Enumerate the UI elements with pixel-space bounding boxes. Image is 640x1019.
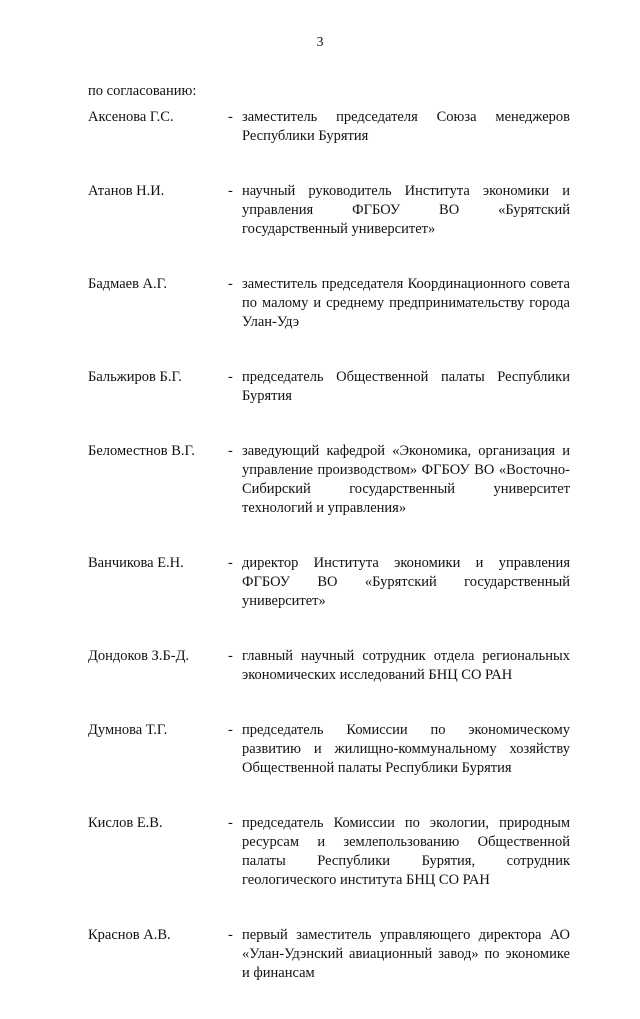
member-dash: - bbox=[228, 443, 233, 459]
member-dash: - bbox=[228, 555, 233, 571]
member-role: заместитель председателя Союза менеджеров Республики Бурятия bbox=[242, 109, 570, 144]
member-dash: - bbox=[228, 815, 233, 831]
member-name: Бадмаев А.Г. bbox=[88, 276, 168, 292]
member-entry bbox=[88, 721, 570, 778]
member-entry bbox=[88, 554, 570, 611]
member-list bbox=[88, 108, 570, 1019]
member-entry bbox=[88, 182, 570, 239]
member-dash: - bbox=[228, 109, 233, 125]
member-name: Бальжиров Б.Г. bbox=[88, 369, 182, 385]
member-entry bbox=[88, 368, 570, 406]
member-name: Кислов Е.В. bbox=[88, 815, 163, 831]
member-entry bbox=[88, 108, 570, 146]
member-role: научный руководитель Института экономики и управления ФГБОУ ВО «Бурятский государственный университет» bbox=[242, 183, 570, 237]
member-name: Аксенова Г.С. bbox=[88, 109, 174, 125]
member-role: председатель Комиссии по экономическому развитию и жилищно-коммунальному хозяйству Общественной палаты Республики Бурятия bbox=[242, 722, 570, 776]
member-entry bbox=[88, 814, 570, 890]
member-dash: - bbox=[228, 648, 233, 664]
member-role: директор Института экономики и управления ФГБОУ ВО «Бурятский государственный университет» bbox=[242, 555, 570, 609]
member-entry bbox=[88, 275, 570, 332]
member-name: Думнова Т.Г. bbox=[88, 722, 168, 738]
member-entry bbox=[88, 926, 570, 983]
member-role: заместитель председателя Координационного совета по малому и среднему предпринимательству города Улан-Удэ bbox=[242, 276, 570, 330]
member-dash: - bbox=[228, 927, 233, 943]
member-role: председатель Комиссии по экологии, природным ресурсам и землепользованию Общественной палаты Республики Бурятия, сотрудник геологического института БНЦ СО РАН bbox=[242, 815, 570, 888]
member-name: Дондоков З.Б-Д. bbox=[88, 648, 190, 664]
member-name: Краснов А.В. bbox=[88, 927, 171, 943]
page-number: 3 bbox=[316, 35, 324, 50]
member-role: заведующий кафедрой «Экономика, организация и управление производством» ФГБОУ ВО «Восточно-Сибирский государственный университет технологий и управления» bbox=[242, 443, 570, 516]
member-name: Атанов Н.И. bbox=[88, 183, 165, 199]
member-entry bbox=[88, 647, 570, 685]
member-name: Беломестнов В.Г. bbox=[88, 443, 195, 459]
member-dash: - bbox=[228, 183, 233, 199]
member-dash: - bbox=[228, 369, 233, 385]
member-dash: - bbox=[228, 722, 233, 738]
member-name: Ванчикова Е.Н. bbox=[88, 555, 184, 571]
member-role: главный научный сотрудник отдела региональных экономических исследований БНЦ СО РАН bbox=[242, 648, 570, 683]
member-entry bbox=[88, 442, 570, 518]
member-role: первый заместитель управляющего директора АО «Улан-Удэнский авиационный завод» по экономике и финансам bbox=[242, 927, 570, 981]
member-role: председатель Общественной палаты Республики Бурятия bbox=[242, 369, 570, 404]
intro-text: по согласованию: bbox=[88, 83, 197, 99]
member-dash: - bbox=[228, 276, 233, 292]
